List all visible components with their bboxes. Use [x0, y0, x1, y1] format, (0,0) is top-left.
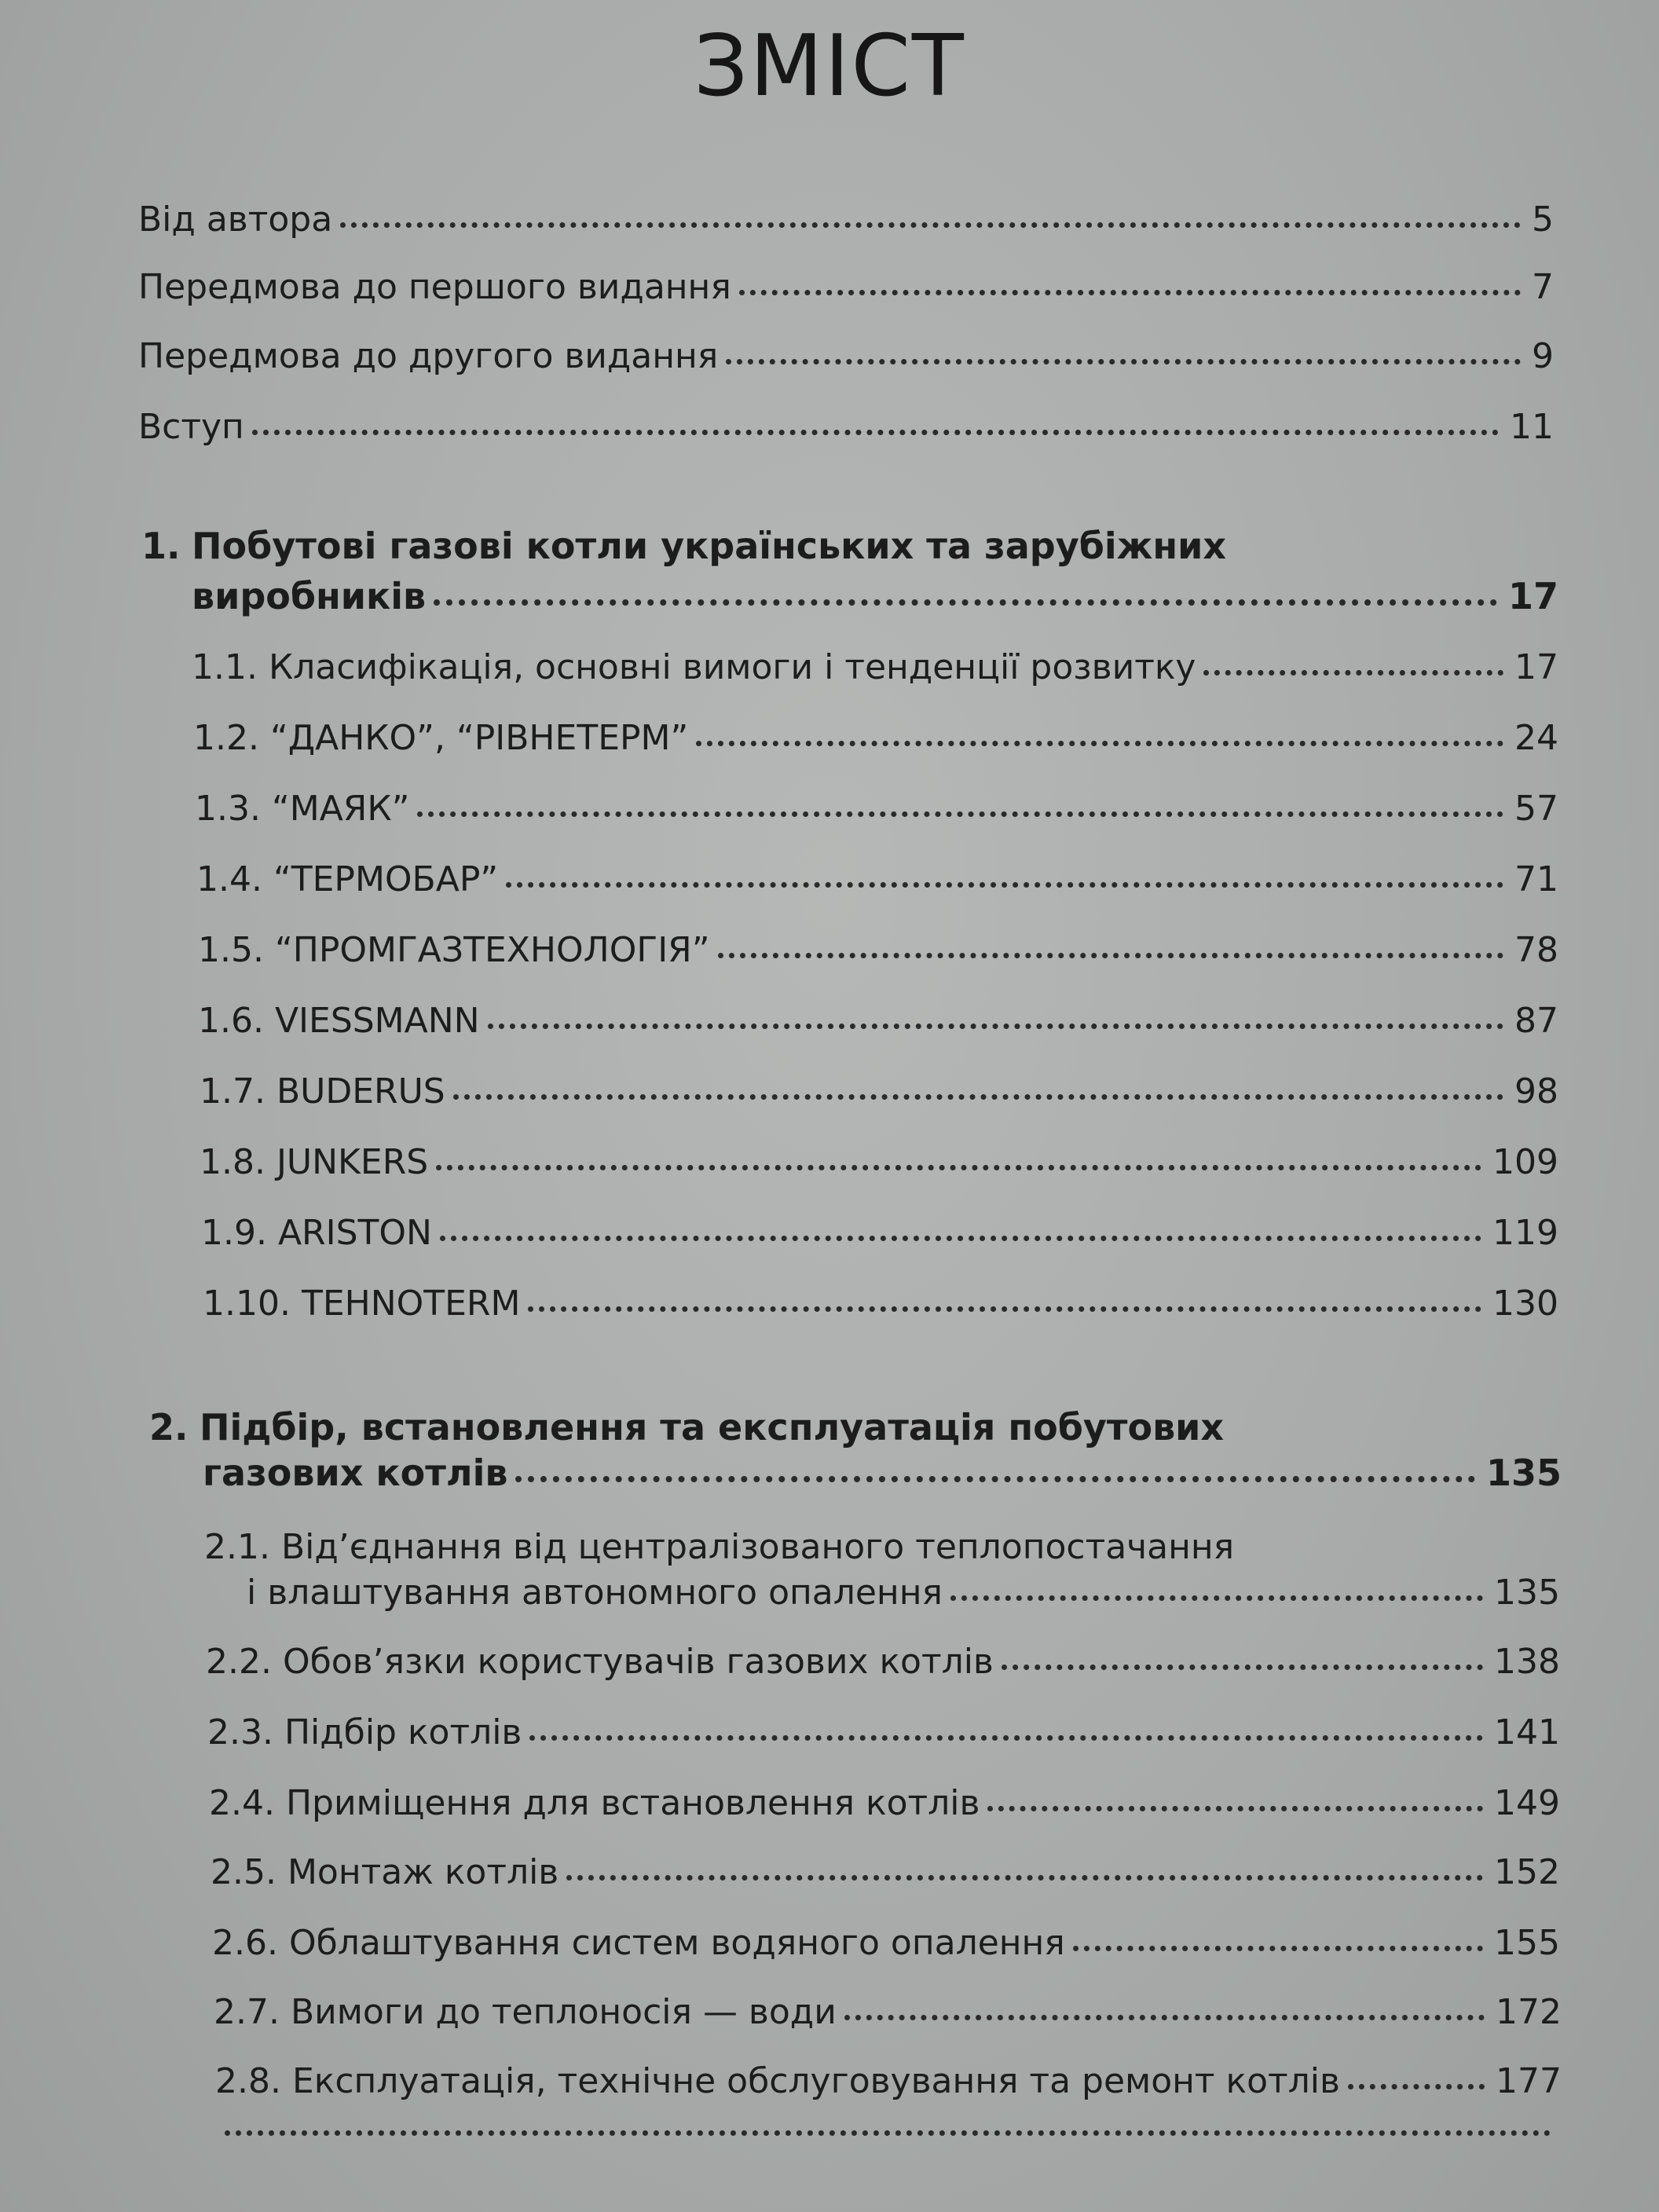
toc-entry-page: 7 [1532, 267, 1554, 307]
toc-section-label: 2.7. Вимоги до теплоносія — води [214, 1992, 837, 2032]
toc-leader-dots [1203, 670, 1503, 676]
toc-entry-page: 11 [1510, 407, 1554, 447]
toc-section-label: 2.4. Приміщення для встановлення котлів [209, 1783, 980, 1823]
toc-section-page: 155 [1494, 1923, 1560, 1963]
chapter-2-title [149, 1406, 1225, 1448]
toc-section [215, 2061, 1562, 2101]
toc-entry-page: 5 [1532, 200, 1554, 240]
toc-section [198, 1001, 1558, 1041]
toc-section-label: 1.4. “ТЕРМОБАР” [196, 859, 499, 899]
toc-section [207, 1712, 1560, 1752]
toc-section-page: 138 [1494, 1642, 1560, 1682]
toc-entry [138, 200, 1554, 240]
toc-section-label: 2.6. Облаштування систем водяного опалення [212, 1923, 1065, 1963]
toc-section-label: 2.2. Обов’язки користувачів газових котлів [206, 1642, 994, 1682]
toc-section [211, 1852, 1560, 1892]
toc-section-label: 2.5. Монтаж котлів [211, 1852, 559, 1892]
toc-entry-label: Вступ [138, 407, 244, 447]
toc-section [201, 1213, 1558, 1253]
toc-section-page: 172 [1496, 1992, 1562, 2032]
chapter-2-title-line1: Підбір, встановлення та експлуатація побутових [200, 1406, 1225, 1448]
chapter-1-title-line1: Побутові газові котли українських та зарубіжних [192, 525, 1227, 567]
chapter-2-page: 135 [1485, 1452, 1562, 1494]
toc-leader-dots [529, 1735, 1483, 1741]
toc-leader-dots [252, 430, 1499, 435]
toc-entry-label: Від автора [138, 200, 333, 240]
toc-leader-dots [726, 359, 1521, 364]
toc-section [212, 1923, 1560, 1963]
toc-leader-dots [453, 1094, 1503, 1100]
toc-section-label: 2.3. Підбір котлів [207, 1712, 522, 1752]
toc-section-page: 24 [1514, 718, 1558, 758]
toc-leader-dots [1002, 1664, 1483, 1670]
toc-section-page: 57 [1514, 789, 1558, 829]
toc-section-label: і влаштування автономного опалення [247, 1573, 943, 1613]
toc-section-label: 2.8. Експлуатація, технічне обслуговування та ремонт котлів [215, 2061, 1340, 2101]
toc-section-label: 1.8. JUNKERS [200, 1142, 429, 1182]
toc-leader-dots [718, 953, 1503, 958]
chapter-2-number: 2. [149, 1406, 189, 1448]
toc-section-label: 1.2. “ДАНКО”, “РІВНЕТЕРМ” [193, 718, 689, 758]
toc-entry-page: 9 [1532, 336, 1554, 376]
toc-section [217, 2133, 1562, 2139]
toc-leader-dots [506, 882, 1503, 888]
toc-leader-dots [417, 811, 1503, 817]
toc-leader-dots [440, 1236, 1481, 1241]
toc-section [198, 930, 1558, 970]
toc-section [192, 647, 1558, 687]
toc-leader-dots [434, 599, 1497, 606]
toc-entry [138, 267, 1554, 307]
toc-section-label: 1.5. “ПРОМГАЗТЕХНОЛОГІЯ” [198, 930, 710, 970]
toc-section-page: 98 [1514, 1071, 1558, 1111]
chapter-1-entry [192, 575, 1558, 617]
chapter-1-title [141, 525, 1227, 567]
toc-leader-dots [844, 2015, 1485, 2020]
toc-leader-dots [515, 1476, 1474, 1482]
toc-entry [138, 407, 1554, 447]
toc-section-line1: 2.1. Від’єднання від централізованого теплопостачання [204, 1527, 1235, 1567]
toc-section-page: 152 [1494, 1852, 1560, 1892]
page-title: ЗМІСТ [694, 17, 965, 115]
toc-entry-label: Передмова до першого видання [138, 267, 731, 307]
toc-section-page: 17 [1514, 647, 1558, 687]
toc-leader-dots [987, 1806, 1483, 1811]
toc-section-label: 1.3. “МАЯК” [195, 789, 410, 829]
toc-section [196, 859, 1558, 899]
toc-leader-dots [528, 1306, 1481, 1312]
toc-section-label: 1.1. Класифікація, основні вимоги і тенденції розвитку [192, 647, 1196, 687]
toc-leader-dots [566, 1875, 1483, 1881]
toc-section-label: 1.7. BUDERUS [200, 1071, 445, 1111]
toc-leader-dots [340, 222, 1521, 228]
toc-section [203, 1284, 1558, 1324]
toc-section [214, 1992, 1562, 2032]
toc-section-page: 109 [1492, 1142, 1558, 1182]
toc-leader-dots [696, 741, 1503, 746]
toc-section-page: 149 [1494, 1783, 1560, 1823]
toc-leader-dots [488, 1024, 1503, 1029]
toc-section [200, 1142, 1558, 1182]
toc-section [193, 718, 1558, 758]
chapter-2-title-line2: газових котлів [203, 1452, 508, 1494]
toc-section [209, 1783, 1560, 1823]
toc-leader-dots [739, 290, 1521, 295]
toc-leader-dots [1348, 2084, 1485, 2089]
chapter-2-entry [203, 1452, 1562, 1494]
toc-entry-label: Передмова до другого видання [138, 336, 719, 376]
toc-section [206, 1642, 1560, 1682]
toc-section-page: 177 [1496, 2061, 1562, 2101]
toc-section-page: 130 [1492, 1284, 1558, 1324]
toc-leader-dots [436, 1165, 1481, 1170]
toc-leader-dots [225, 2130, 1551, 2136]
toc-section-page: 135 [1494, 1573, 1560, 1613]
chapter-1-title-line2: виробників [192, 575, 427, 617]
toc-section-page: 87 [1514, 1001, 1558, 1041]
toc-leader-dots [1073, 1946, 1483, 1951]
toc-section [247, 1573, 1560, 1613]
toc-section-label: 1.9. ARISTON [201, 1213, 432, 1253]
toc-section-page: 119 [1492, 1213, 1558, 1253]
toc-section [200, 1071, 1558, 1111]
toc-section-label: 1.10. TEHNOTERM [203, 1284, 521, 1324]
chapter-1-page: 17 [1507, 575, 1558, 617]
toc-section-label: 1.6. VIESSMANN [198, 1001, 480, 1041]
chapter-1-number: 1. [141, 525, 181, 567]
toc-entry [138, 336, 1554, 376]
toc-section-page: 71 [1514, 859, 1558, 899]
toc-section [195, 789, 1558, 829]
toc-section-page: 141 [1494, 1712, 1560, 1752]
toc-leader-dots [950, 1595, 1483, 1601]
toc-section-page: 78 [1514, 930, 1558, 970]
